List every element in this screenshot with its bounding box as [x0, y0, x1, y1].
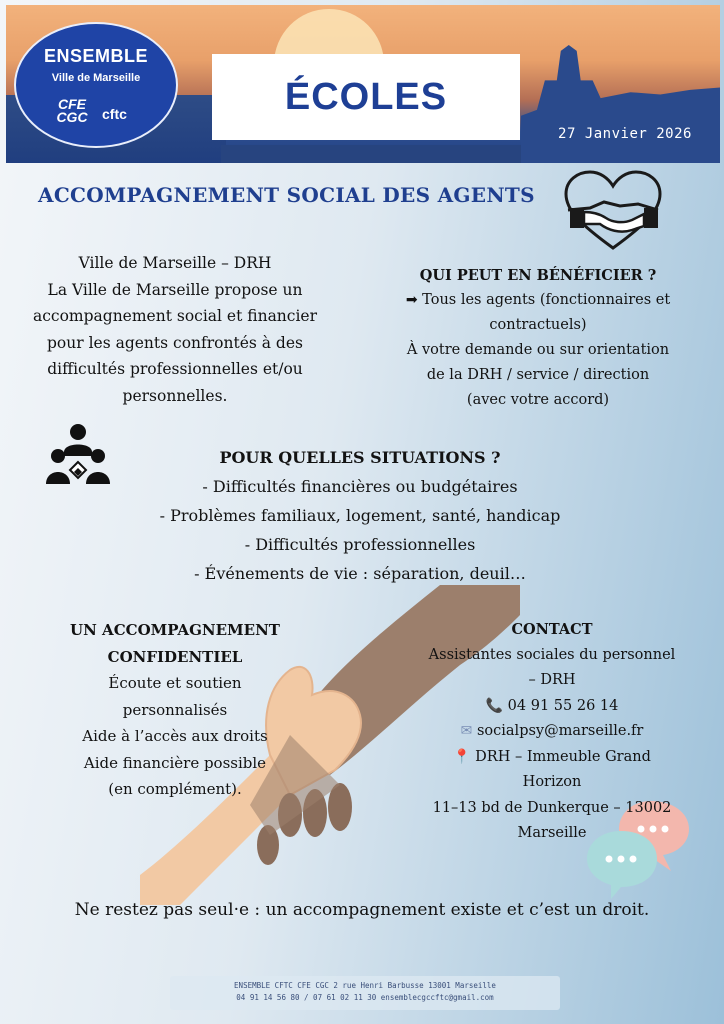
logo-union-1: CFE CGC	[56, 96, 88, 125]
confidential-line: (en complément).	[108, 780, 242, 798]
intro-line: difficultés professionnelles et/ou	[47, 360, 303, 378]
contact-address-1: DRH – Immeuble Grand	[475, 748, 651, 765]
heart-handshake-icon	[560, 168, 666, 254]
beneficiaries-block	[358, 263, 718, 413]
situations-title: POUR QUELLES SITUATIONS ?	[219, 448, 501, 467]
contact-email[interactable]: socialpsy@marseille.fr	[476, 723, 644, 739]
contact-phone[interactable]: 04 91 55 26 14	[507, 697, 619, 714]
confidential-title-2: CONFIDENTIEL	[107, 647, 243, 666]
footer-line-1: ENSEMBLE CFTC CFE CGC 2 rue Henri Barbusse 13001 Marseille	[234, 981, 496, 990]
intro-line-1: Ville de Marseille – DRH	[78, 254, 272, 272]
contact-phone-row	[382, 694, 722, 720]
confidential-line: personnalisés	[122, 700, 228, 719]
intro-line: accompagnement social et financier	[32, 307, 318, 325]
confidential-line: Écoute et soutien	[108, 674, 242, 692]
ensemble-logo	[14, 22, 178, 148]
beneficiaries-line: Tous les agents (fonctionnaires et	[422, 292, 671, 308]
beneficiaries-line: (avec votre accord)	[466, 392, 610, 408]
logo-union-2: cftc	[102, 106, 127, 122]
date-label: 27 Janvier 2026	[558, 126, 692, 142]
intro-line: La Ville de Marseille propose un	[47, 280, 303, 299]
contact-email-row	[382, 719, 722, 745]
beneficiaries-line: contractuels)	[489, 317, 587, 333]
page-title: ÉCOLES	[284, 75, 448, 118]
situation-item: - Difficultés financières ou budgétaires	[202, 477, 518, 496]
pin-icon: 📍	[453, 748, 471, 765]
situation-item: - Problèmes familiaux, logement, santé, handicap	[159, 506, 561, 525]
arrow-right-icon: ➡	[405, 292, 418, 308]
contact-line-2: – DRH	[528, 672, 576, 688]
confidential-line: Aide financière possible	[83, 753, 267, 772]
title-box	[212, 54, 520, 140]
closing-statement: Ne restez pas seul·e : un accompagnement existe et c’est un droit.	[74, 900, 650, 920]
people-group-icon	[44, 422, 112, 488]
contact-address-4: Marseille	[517, 825, 587, 841]
logo-name: ENSEMBLE	[43, 46, 148, 66]
intro-line: personnelles.	[122, 386, 228, 405]
beneficiaries-line: À votre demande ou sur orientation	[406, 342, 670, 358]
intro-block	[10, 250, 340, 409]
situation-item: - Difficultés professionnelles	[244, 535, 476, 554]
logo-subtitle: Ville de Marseille	[51, 72, 141, 84]
city-mid-decoration	[221, 145, 521, 163]
confidential-title-1: UN ACCOMPAGNEMENT	[70, 621, 280, 639]
footer	[170, 976, 560, 1010]
church-skyline-decoration	[521, 45, 720, 163]
contact-line-1: Assistantes sociales du personnel	[428, 646, 676, 663]
contact-address-row	[382, 745, 722, 771]
beneficiaries-title: QUI PEUT EN BÉNÉFICIER ?	[419, 267, 657, 284]
situations-block	[120, 443, 600, 588]
contact-title: CONTACT	[511, 621, 593, 638]
beneficiaries-line: de la DRH / service / direction	[426, 367, 650, 383]
beneficiaries-line-first	[358, 288, 718, 313]
intro-line: pour les agents confrontés à des	[47, 333, 303, 352]
confidential-line: Aide à l’accès aux droits	[82, 727, 268, 745]
footer-line-2: 04 91 14 56 80 / 07 61 02 11 30 ensemblecgccftc@gmail.com	[236, 993, 494, 1002]
contact-block	[382, 617, 722, 847]
contact-address-2: Horizon	[522, 774, 582, 790]
situation-item: - Événements de vie : séparation, deuil…	[194, 564, 526, 583]
confidential-block	[30, 617, 320, 803]
mail-icon: ✉	[460, 723, 473, 739]
contact-address-3: 11–13 bd de Dunkerque – 13002	[432, 799, 672, 816]
phone-icon: 📞	[485, 697, 504, 714]
main-heading: ACCOMPAGNEMENT SOCIAL DES AGENTS	[38, 183, 535, 207]
